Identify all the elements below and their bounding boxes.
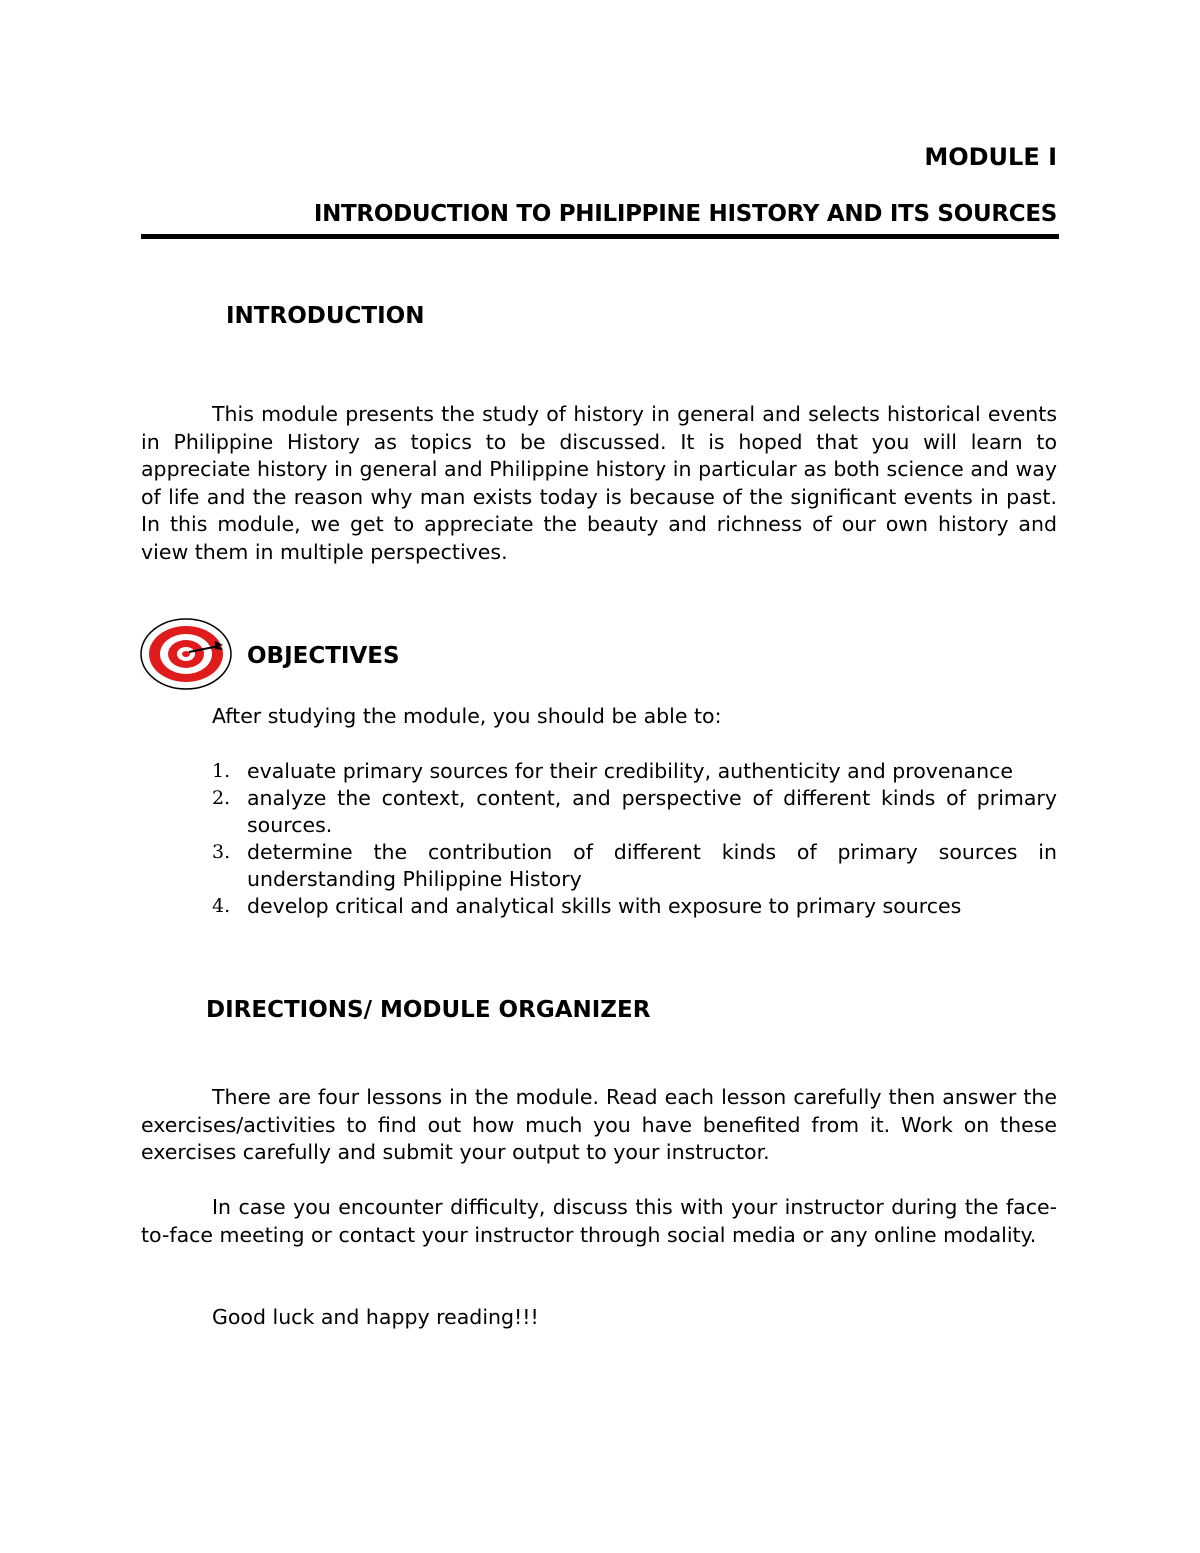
introduction-paragraph xyxy=(141,401,1057,567)
introduction-text: This module presents the study of history in general and selects historical events in Philippine History as topics to be discussed. It is hoped that you will learn to appreciate history in general and Philippine history in particular as both science and way of life and the reason why man exists today is because of the significant events in past. In this module, we get to appreciate the beauty and richness of our own history and view them in multiple perspectives. xyxy=(141,402,1057,564)
directions-paragraph-2 xyxy=(141,1194,1057,1249)
introduction-heading: INTRODUCTION xyxy=(226,303,425,329)
list-item-number: 2. xyxy=(212,787,231,809)
closing-line: Good luck and happy reading!!! xyxy=(212,1305,539,1329)
module-label: MODULE I xyxy=(924,143,1057,171)
list-item-text: determine the contribution of different kinds of primary sources in understanding Philippine History xyxy=(247,840,1057,891)
list-item-number: 1. xyxy=(212,760,231,782)
list-item-text: evaluate primary sources for their credibility, authenticity and provenance xyxy=(247,759,1013,783)
list-item-text: analyze the context, content, and perspective of different kinds of primary sources. xyxy=(247,786,1057,837)
directions-text-1: There are four lessons in the module. Read each lesson carefully then answer the exercises/activities to find out how much you have benefited from it. Work on these exercises carefully and submit your output to your instructor. xyxy=(141,1085,1057,1165)
title-underline-rule xyxy=(141,234,1059,239)
target-icon xyxy=(139,617,236,692)
list-item-number: 4. xyxy=(212,895,231,917)
list-item xyxy=(212,785,1057,839)
objectives-heading: OBJECTIVES xyxy=(247,643,400,669)
directions-heading: DIRECTIONS/ MODULE ORGANIZER xyxy=(206,997,651,1023)
module-title: INTRODUCTION TO PHILIPPINE HISTORY AND ITS SOURCES xyxy=(313,201,1057,227)
list-item-text: develop critical and analytical skills with exposure to primary sources xyxy=(247,894,962,918)
list-item xyxy=(212,893,1057,920)
target-bullseye xyxy=(182,651,190,657)
objectives-lead: After studying the module, you should be able to: xyxy=(212,704,722,728)
directions-text-2: In case you encounter difficulty, discuss this with your instructor during the face-to-face meeting or contact your instructor through social media or any online modality. xyxy=(141,1195,1057,1247)
list-item xyxy=(212,758,1057,785)
list-item xyxy=(212,839,1057,893)
directions-paragraph-1 xyxy=(141,1084,1057,1167)
list-item-number: 3. xyxy=(212,841,231,863)
objectives-list xyxy=(212,758,1057,920)
